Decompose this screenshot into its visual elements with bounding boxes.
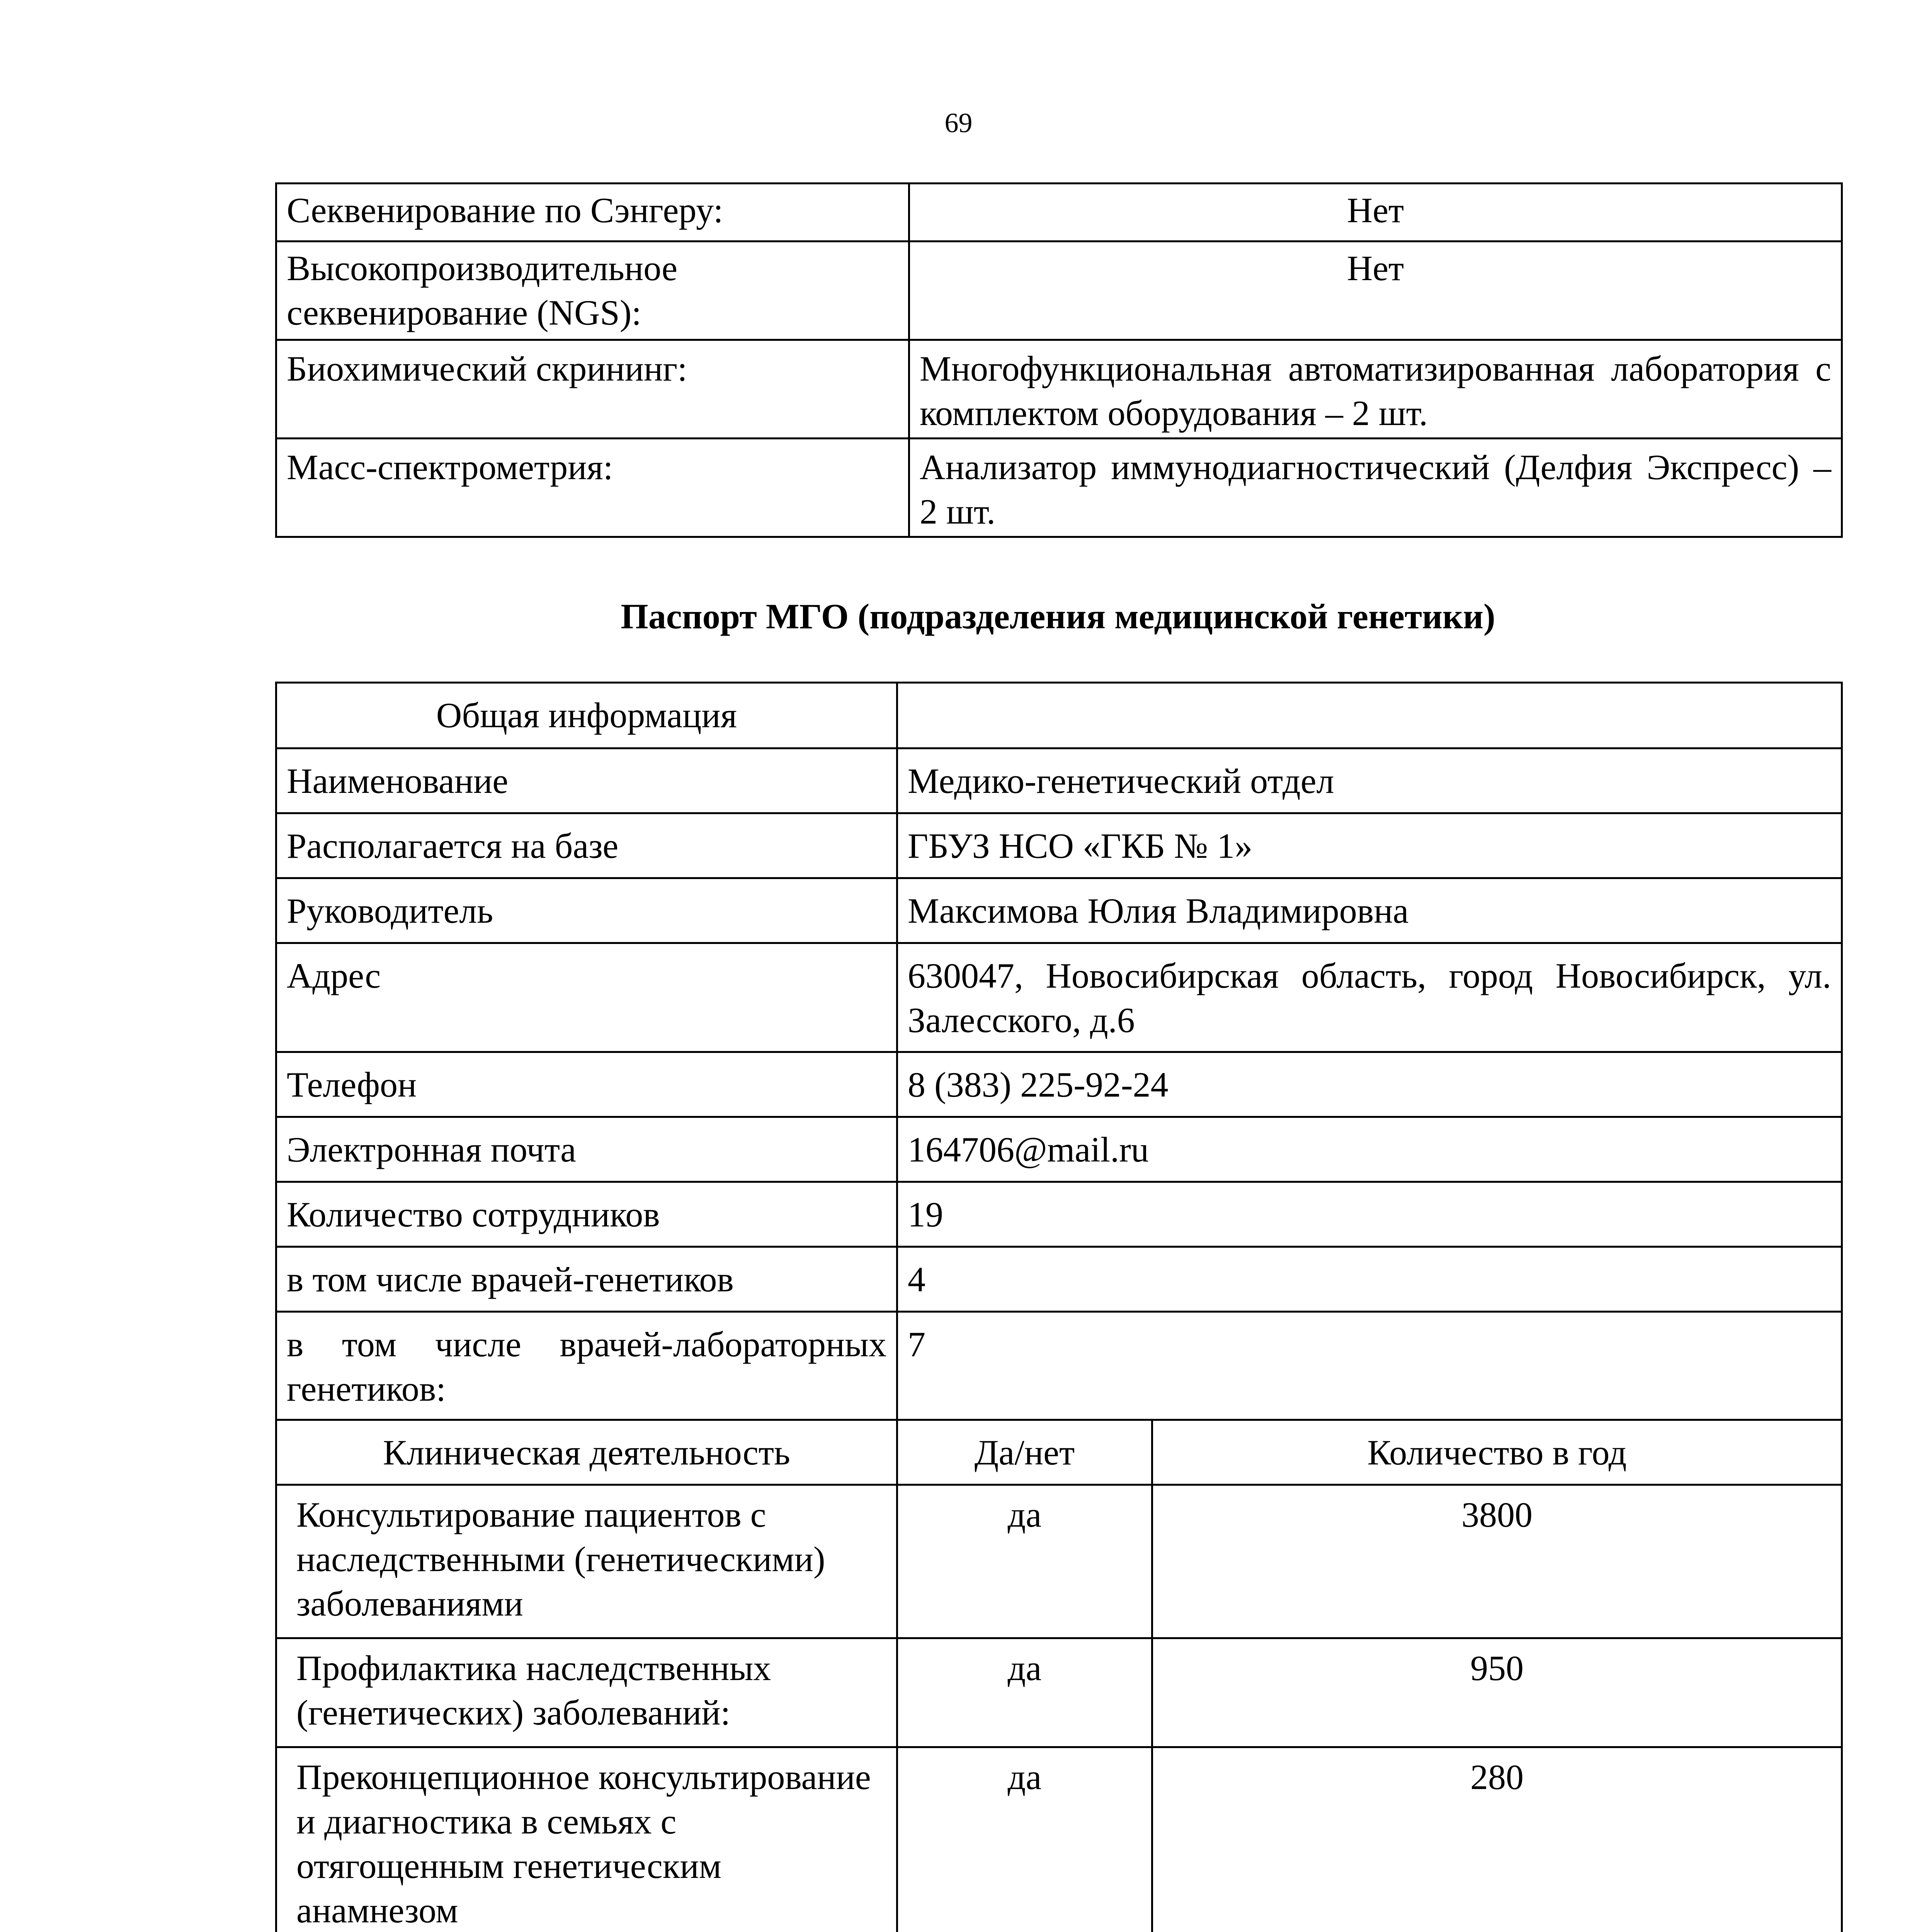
- info-label: Количество сотрудников: [276, 1182, 897, 1247]
- empty-cell: [897, 683, 1842, 748]
- table-row: [276, 439, 1842, 537]
- lab-method-label: Секвенирование по Сэнгеру:: [276, 184, 909, 242]
- lab-methods-table: [275, 182, 1843, 538]
- table-row: [276, 878, 1842, 943]
- info-value: 8 (383) 225-92-24: [897, 1052, 1842, 1117]
- general-info-header: Общая информация: [276, 683, 897, 748]
- info-label: в том числе врачей-лабораторных генетиков:: [276, 1312, 897, 1420]
- table-row: [276, 1312, 1842, 1420]
- info-label: Телефон: [276, 1052, 897, 1117]
- page-number: 69: [944, 107, 973, 138]
- info-value: 164706@mail.ru: [897, 1117, 1842, 1182]
- yes-no-value: да: [897, 1485, 1152, 1638]
- info-value: 7: [897, 1312, 1842, 1420]
- lab-method-value: Нет: [909, 242, 1842, 340]
- section-title: Паспорт МГО (подразделения медицинской генетики): [621, 597, 1495, 636]
- clinical-header-row: [276, 1420, 1842, 1485]
- lab-method-value: Нет: [909, 184, 1842, 242]
- info-value: 630047, Новосибирская область, город Новосибирск, ул. Залесского, д.6: [897, 943, 1842, 1052]
- table-row: [276, 1638, 1842, 1747]
- info-value: ГБУЗ НСО «ГКБ № 1»: [897, 813, 1842, 878]
- table-row: [276, 1052, 1842, 1117]
- table-row: [276, 1747, 1842, 1932]
- clinical-activity: Консультирование пациентов с наследственными (генетическими) заболеваниями: [276, 1485, 897, 1638]
- count-value: 950: [1152, 1638, 1842, 1747]
- lab-method-value: Анализатор иммунодиагностический (Делфия Экспресс) – 2 шт.: [909, 439, 1842, 537]
- info-label: Располагается на базе: [276, 813, 897, 878]
- lab-method-label: Масс-спектрометрия:: [276, 439, 909, 537]
- count-per-year-header: Количество в год: [1152, 1420, 1842, 1485]
- info-label: Электронная почта: [276, 1117, 897, 1182]
- info-value: 4: [897, 1247, 1842, 1312]
- table-row: [276, 242, 1842, 340]
- info-value: Максимова Юлия Владимировна: [897, 878, 1842, 943]
- table-row: [276, 184, 1842, 242]
- yes-no-header: Да/нет: [897, 1420, 1152, 1485]
- table-row: [276, 340, 1842, 439]
- lab-method-label: Биохимический скрининг:: [276, 340, 909, 439]
- table-row: [276, 813, 1842, 878]
- info-label: Наименование: [276, 748, 897, 813]
- general-header-row: [276, 683, 1842, 748]
- clinical-activity: Профилактика наследственных (генетических) заболеваний:: [276, 1638, 897, 1747]
- info-value: 19: [897, 1182, 1842, 1247]
- table-row: [276, 1117, 1842, 1182]
- table-row: [276, 1485, 1842, 1638]
- clinical-activity-header: Клиническая деятельность: [276, 1420, 897, 1485]
- lab-method-label: Высокопроизводительное секвенирование (NGS):: [276, 242, 909, 340]
- lab-method-value: Многофункциональная автоматизированная лаборатория с комплектом оборудования – 2 шт.: [909, 340, 1842, 439]
- yes-no-value: да: [897, 1638, 1152, 1747]
- yes-no-value: да: [897, 1747, 1152, 1932]
- info-value: Медико-генетический отдел: [897, 748, 1842, 813]
- table-row: [276, 748, 1842, 813]
- info-label: Адрес: [276, 943, 897, 1052]
- passport-table: [275, 682, 1843, 1932]
- clinical-activity: Преконцепционное консультирование и диагностика в семьях с отягощенным генетическим анамнезом: [276, 1747, 897, 1932]
- table-row: [276, 1182, 1842, 1247]
- info-label: в том числе врачей-генетиков: [276, 1247, 897, 1312]
- count-value: 3800: [1152, 1485, 1842, 1638]
- table-row: [276, 1247, 1842, 1312]
- info-label: Руководитель: [276, 878, 897, 943]
- count-value: 280: [1152, 1747, 1842, 1932]
- table-row: [276, 943, 1842, 1052]
